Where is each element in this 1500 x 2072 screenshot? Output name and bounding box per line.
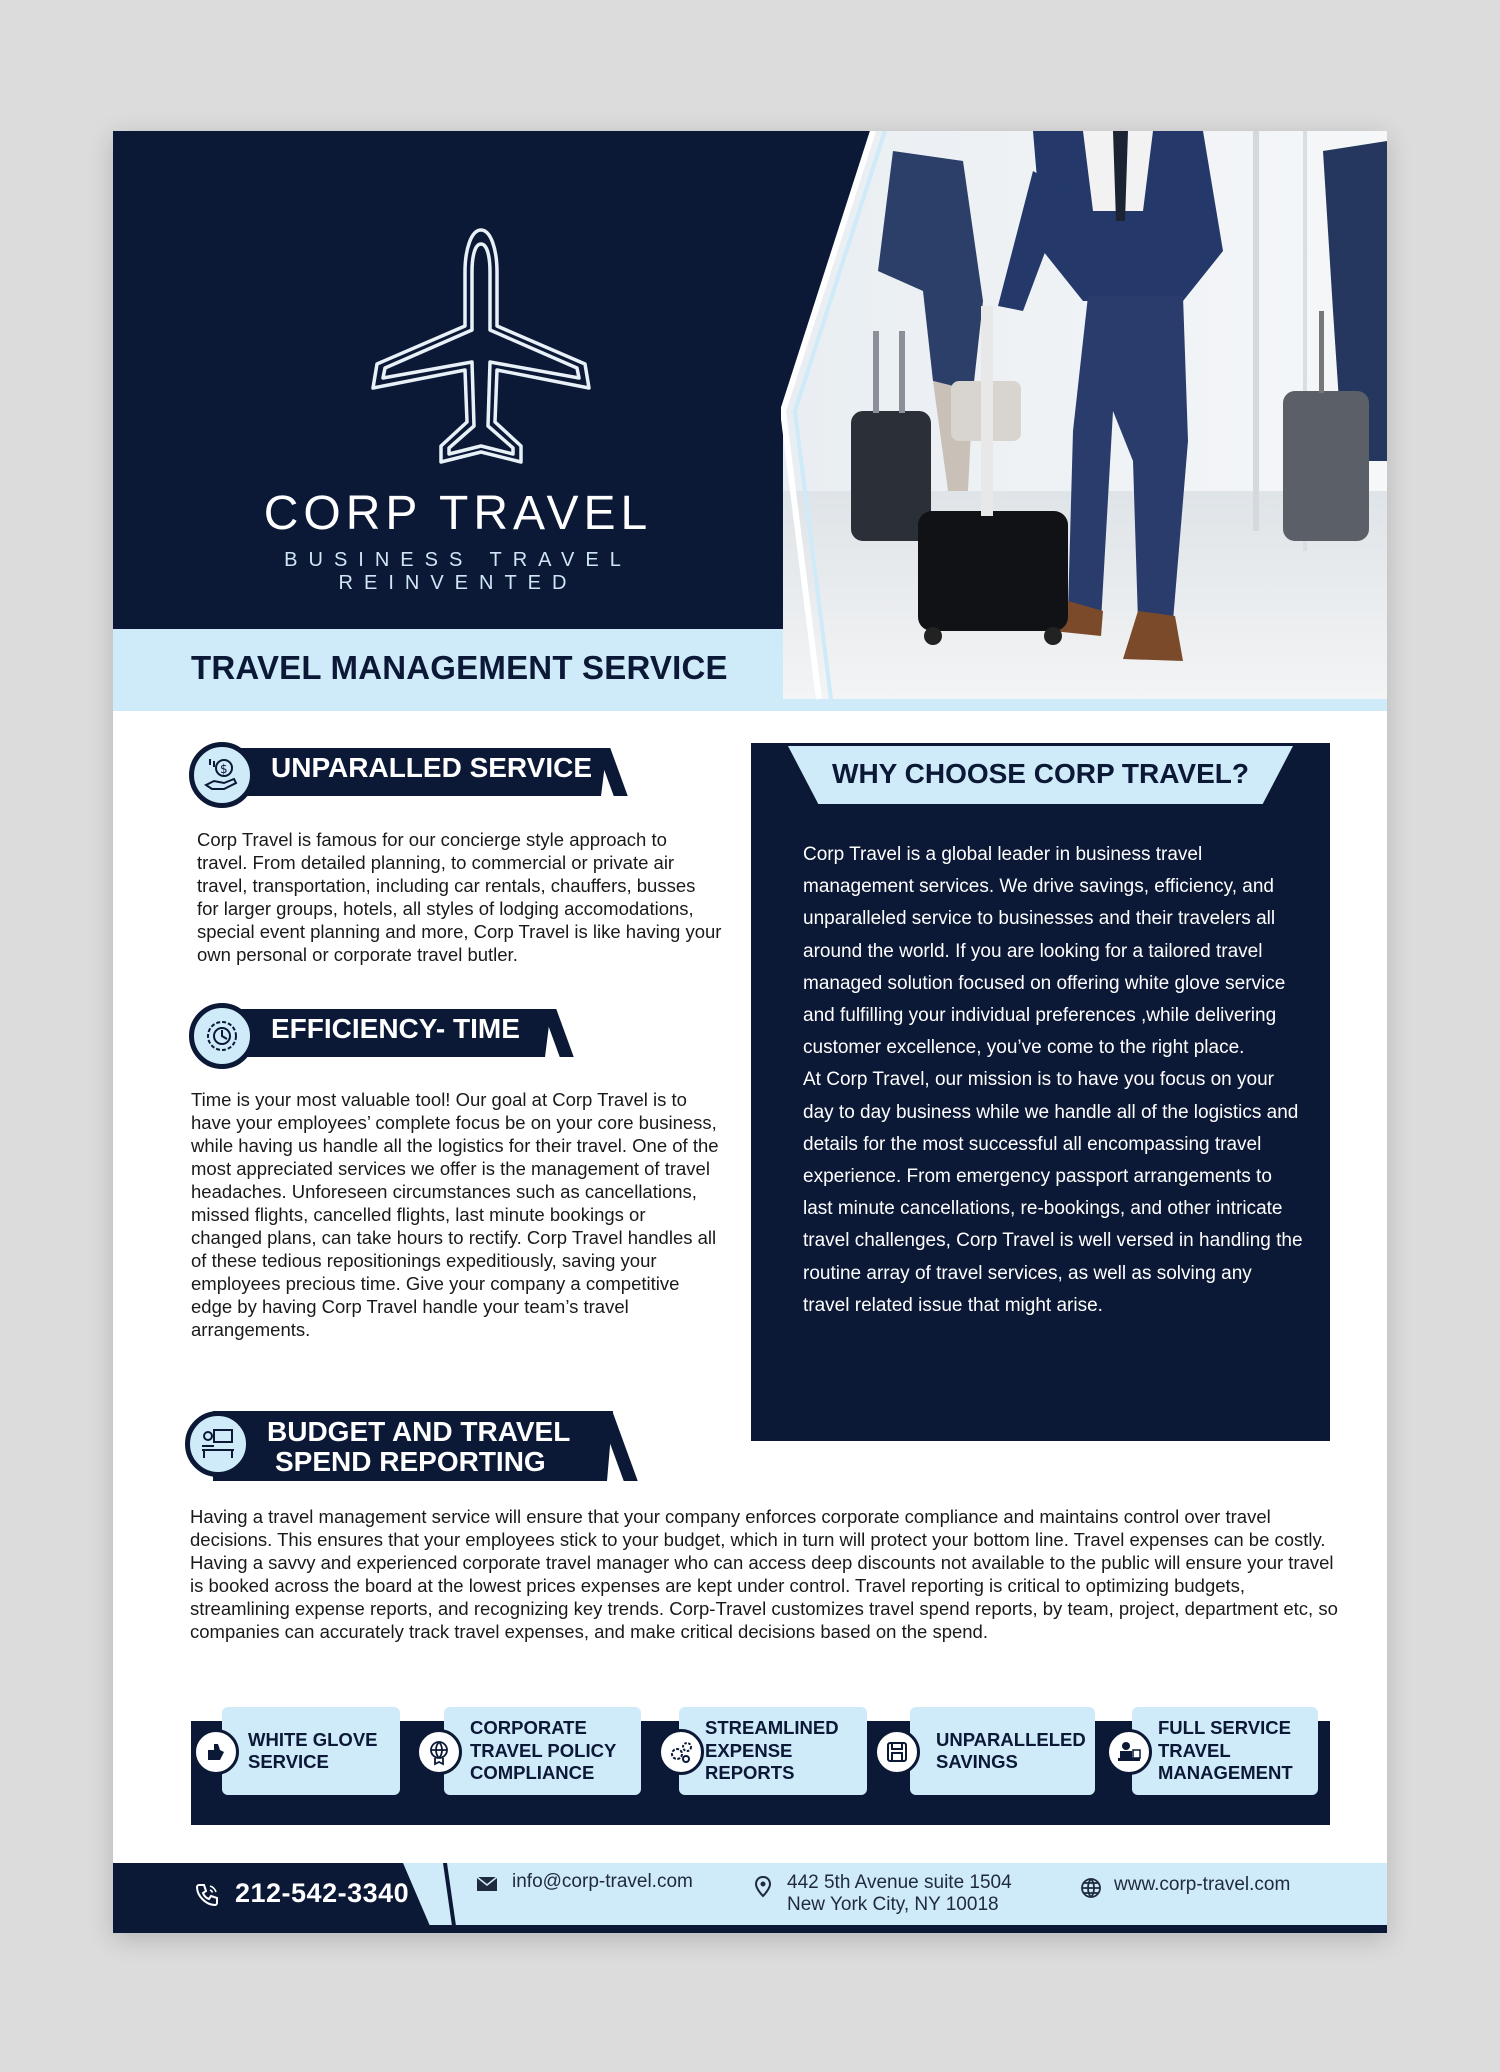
- feature-label: FULL SERVICE TRAVEL MANAGEMENT: [1158, 1717, 1293, 1784]
- feature-label: UNPARALLELED SAVINGS: [936, 1728, 1086, 1772]
- why-paragraph-1: Corp Travel is a global leader in business travel management services. We drive savings, efficiency, and unparalleled service to businesses and their travelers all around the world. If you are looking for a tailored travel managed solution focused on offering white glove service and fulfilling your individual preferences ,while delivering customer excellence, you’ve come to the right place.: [803, 844, 1286, 1059]
- service-title: TRAVEL MANAGEMENT SERVICE: [191, 649, 728, 686]
- why-choose-text: [803, 839, 1303, 1322]
- why-paragraph-2: At Corp Travel, our mission is to have you focus on your day to day business while we handle all of the logistics and details for the most successful all encompassing travel experience. From emergency passport arrangements to last minute cancellations, re-bookings, and other intricate travel challenges, Corp Travel is well versed in handling the routine array of travel services, as well as solving any travel related issue that might arise.: [803, 1069, 1303, 1316]
- efficiency-body: Time is your most valuable tool! Our goal at Corp Travel is to have your employees’ complete focus be on your core business, while having us handle all the logistics for their travel. One of the most appreciated services we offer is the management of travel headaches. Unforeseen circumstances such as cancellations, missed flights, cancelled flights, last minute bookings or changed plans, can take hours to rectify. Corp Travel handles all of these tedious repositionings expeditiously, saving your employees precious time. Give your company a competitive edge by having Corp Travel handle your team’s travel arrangements.: [191, 1089, 719, 1340]
- flyer-page: [113, 131, 1387, 1933]
- unparalled-body: Corp Travel is famous for our concierge style approach to travel. From detailed planning, to commercial or private air travel, transportation, including car rentals, chauffers, busses for larger groups, hotels, all styles of lodging accomodations, special event planning and more, Corp Travel is like having your own personal or corporate travel butler.: [197, 829, 722, 965]
- footer-phone[interactable]: 212-542-3340: [235, 1878, 410, 1908]
- agent-desk-icon: [1106, 1729, 1152, 1775]
- budget-body: Having a travel management service will ensure that your company enforces corporate compliance and maintains control over travel decisions. This ensures that your employees stick to your budget, which in turn will protect your bottom line. Travel expenses can be costly. Having a savvy and experienced corporate travel manager who can access deep discounts not available to the public will ensure your travel is booked across the board at the lowest prices expenses are kept under control. Travel reporting is critical to optimizing budgets, streamlining expense reports, and recognizing key trends. Corp-Travel customizes travel spend reports, by team, project, department etc, so companies can accurately track travel expenses, and make critical decisions based on the spend.: [190, 1506, 1338, 1642]
- footer-address-line2: New York City, NY 10018: [787, 1894, 999, 1915]
- money-hand-icon: [189, 742, 255, 808]
- feature-label: CORPORATE TRAVEL POLICY COMPLIANCE: [470, 1717, 617, 1784]
- email-icon: [475, 1872, 499, 1896]
- footer-bottom-line: [113, 1925, 1387, 1933]
- feature-label: WHITE GLOVE SERVICE: [248, 1728, 378, 1772]
- section-title-line2: SPEND REPORTING: [275, 1446, 546, 1477]
- globe-icon: [1079, 1876, 1103, 1900]
- floppy-icon: [874, 1729, 920, 1775]
- section-title: UNPARALLED SERVICE: [271, 752, 593, 783]
- reporting-desk-icon: [185, 1411, 251, 1477]
- globe-badge-icon: [416, 1729, 462, 1775]
- brand-name: CORP TRAVEL: [263, 487, 653, 540]
- feature-card: [910, 1707, 1095, 1795]
- clock-gear-icon: [189, 1003, 255, 1069]
- gears-icon: [658, 1729, 704, 1775]
- phone-icon: [193, 1881, 221, 1909]
- airplane-logo-icon: [363, 226, 599, 476]
- section-heading-budget: [185, 1407, 625, 1487]
- section-title: EFFICIENCY- TIME: [271, 1013, 520, 1044]
- feature-label: STREAMLINED EXPENSE REPORTS: [705, 1717, 839, 1784]
- brand-tagline: BUSINESS TRAVEL REINVENTED: [284, 549, 632, 594]
- feature-card: [222, 1707, 400, 1795]
- photo-chevron-border: [781, 131, 891, 701]
- section-heading-unparalled: [189, 742, 619, 798]
- why-choose-title: WHY CHOOSE CORP TRAVEL?: [832, 758, 1249, 789]
- feature-card: [1132, 1707, 1318, 1795]
- section-title: [267, 1417, 570, 1477]
- glove-icon: [193, 1729, 239, 1775]
- location-pin-icon: [751, 1875, 775, 1899]
- footer-website[interactable]: www.corp-travel.com: [1114, 1874, 1291, 1895]
- footer-address: [787, 1872, 1012, 1916]
- feature-card: [444, 1707, 641, 1795]
- section-heading-efficiency: [189, 1003, 569, 1059]
- section-title-line1: BUDGET AND TRAVEL: [267, 1416, 571, 1447]
- footer-address-line1: 442 5th Avenue suite 1504: [787, 1872, 1012, 1893]
- feature-card: [679, 1707, 867, 1795]
- footer-email[interactable]: info@corp-travel.com: [512, 1871, 693, 1892]
- svg-text:$: $: [220, 762, 228, 776]
